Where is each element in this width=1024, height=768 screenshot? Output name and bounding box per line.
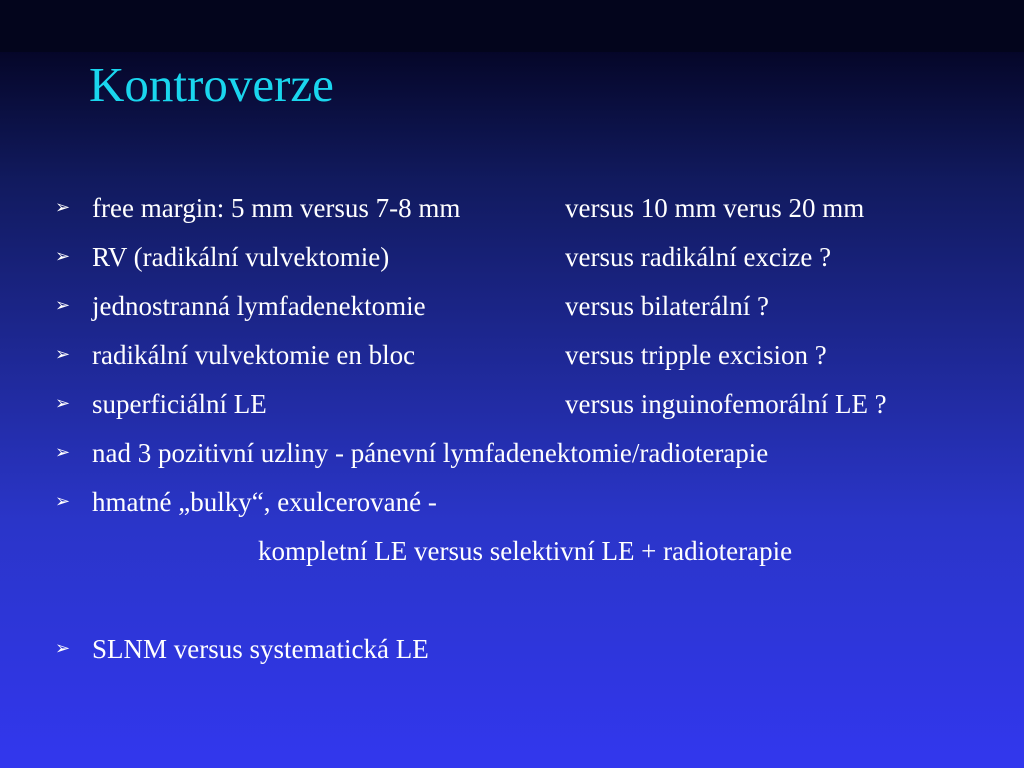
bullet-text: radikální vulvektomie en bloc	[92, 340, 416, 370]
arrow-bullet-icon: ➢	[55, 393, 71, 414]
bullet-text: RV (radikální vulvektomie)	[92, 242, 390, 272]
slide-title: Kontroverze	[89, 57, 334, 112]
bullet-item-1	[0, 188, 1024, 228]
bullet-comparison: versus bilaterální ?	[565, 291, 769, 321]
arrow-bullet-icon: ➢	[55, 295, 71, 316]
bullet-continuation-text: kompletní LE versus selektivní LE + radioterapie	[258, 536, 793, 566]
bullet-item-2	[0, 237, 1024, 277]
arrow-bullet-icon: ➢	[55, 442, 71, 463]
bullet-text: hmatné „bulky“, exulcerované -	[92, 487, 437, 517]
bullet-comparison: versus inguinofemorální LE ?	[565, 389, 887, 419]
bullet-item-3	[0, 286, 1024, 326]
bullet-text: nad 3 pozitivní uzliny - pánevní lymfadenektomie/radioterapie	[92, 438, 769, 468]
bullet-item-8	[0, 629, 1024, 669]
bullet-text: superficiální LE	[92, 389, 267, 419]
bullet-text: jednostranná lymfadenektomie	[92, 291, 426, 321]
arrow-bullet-icon: ➢	[55, 491, 71, 512]
bullet-text: SLNM versus systematická LE	[92, 634, 429, 664]
arrow-bullet-icon: ➢	[55, 638, 71, 659]
bullet-item-6	[0, 433, 1024, 473]
bullet-item-4	[0, 335, 1024, 375]
bullet-text: free margin: 5 mm versus 7-8 mm	[92, 193, 461, 223]
bullet-comparison: versus radikální excize ?	[565, 242, 832, 272]
arrow-bullet-icon: ➢	[55, 197, 71, 218]
arrow-bullet-icon: ➢	[55, 246, 71, 267]
bullet-item-7	[0, 482, 1024, 522]
bullet-comparison: versus 10 mm verus 20 mm	[565, 193, 865, 223]
bullet-comparison: versus tripple excision ?	[565, 340, 827, 370]
bullet-continuation-line	[0, 531, 1024, 571]
bullet-item-5	[0, 384, 1024, 424]
arrow-bullet-icon: ➢	[55, 344, 71, 365]
